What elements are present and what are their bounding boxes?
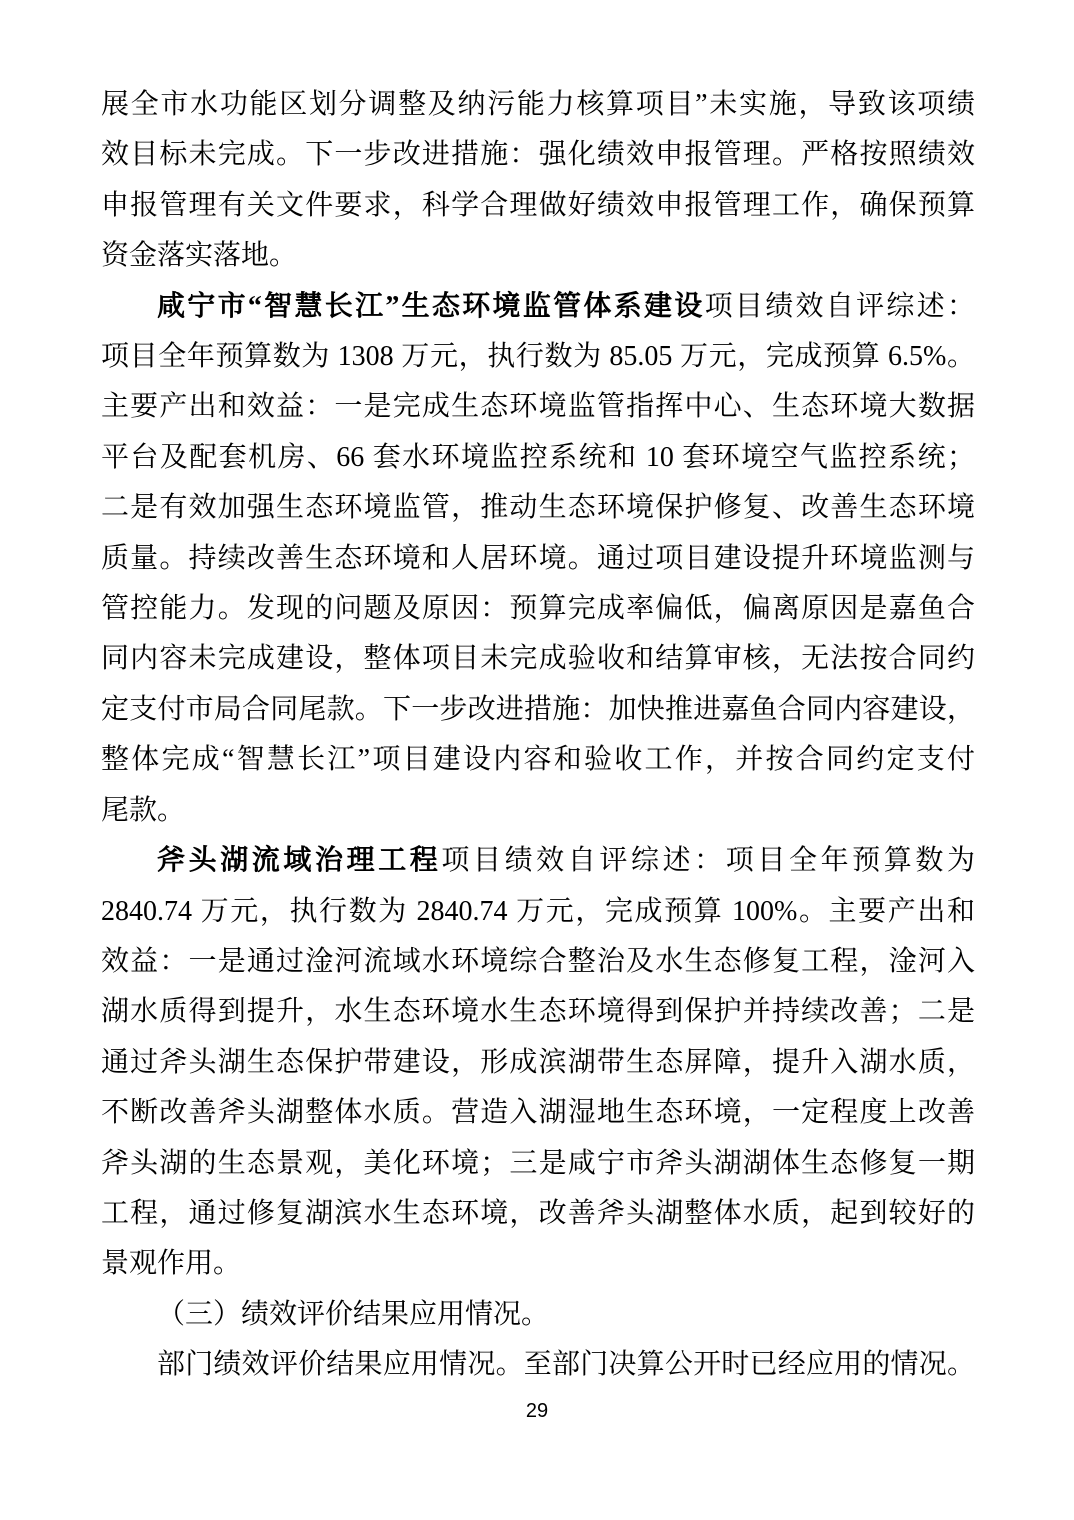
text-segment: （三）绩效评价结果应用情况。	[157, 1298, 550, 1330]
text-segment: 项目绩效自评综述：	[704, 290, 975, 322]
text-segment: 项目全年预算数为 1308 万元，执行数为 85.05 万元，完成预算 6.5%。	[101, 341, 975, 373]
text-segment: 效目标未完成。下一步改进措施：强化绩效申报管理。严格按照绩效	[101, 139, 975, 171]
text-segment: 同内容未完成建设，整体项目未完成验收和结算审核，无法按合同约	[101, 643, 975, 675]
text-segment: 申报管理有关文件要求，科学合理做好绩效申报管理工作，确保预算	[101, 189, 975, 221]
text-line	[101, 584, 975, 634]
text-line	[101, 887, 975, 937]
text-segment: 质量。持续改善生态环境和人居环境。通过项目建设提升环境监测与	[101, 542, 975, 574]
text-line	[101, 231, 975, 281]
project-title-bold: 咸宁市“智慧长江”生态环境监管体系建设	[157, 290, 705, 322]
text-line	[101, 634, 975, 684]
text-segment: 斧头湖的生态景观，美化环境；三是咸宁市斧头湖湖体生态修复一期	[101, 1147, 975, 1179]
text-segment: 景观作用。	[101, 1248, 242, 1280]
text-segment: 效益：一是通过淦河流域水环境综合整治及水生态修复工程，淦河入	[101, 945, 975, 977]
text-line	[101, 1340, 975, 1390]
document-text	[101, 80, 975, 1391]
text-line	[101, 1139, 975, 1189]
text-segment: 2840.74 万元，执行数为 2840.74 万元，完成预算 100%。主要产出和	[101, 895, 975, 927]
text-segment: 项目绩效自评综述：项目全年预算数为	[441, 845, 975, 877]
text-segment: 不断改善斧头湖整体水质。营造入湖湿地生态环境，一定程度上改善	[101, 1097, 975, 1129]
text-line	[101, 433, 975, 483]
text-segment: 湖水质得到提升，水生态环境水生态环境得到保护并持续改善；二是	[101, 996, 975, 1028]
text-line	[101, 1239, 975, 1289]
text-line	[101, 1189, 975, 1239]
text-segment: 主要产出和效益：一是完成生态环境监管指挥中心、生态环境大数据	[101, 391, 975, 423]
text-line	[101, 130, 975, 180]
text-line	[101, 987, 975, 1037]
text-line	[101, 1290, 975, 1340]
text-line	[101, 1088, 975, 1138]
text-line	[101, 332, 975, 382]
page-number: 29	[525, 1400, 549, 1422]
text-segment: 整体完成“智慧长江”项目建设内容和验收工作，并按合同约定支付	[101, 744, 975, 776]
text-line	[101, 483, 975, 533]
text-segment: 平台及配套机房、66 套水环境监控系统和 10 套环境空气监控系统；	[101, 441, 975, 473]
text-segment: 定支付市局合同尾款。下一步改进措施：加快推进嘉鱼合同内容建设，	[101, 693, 975, 725]
text-line	[101, 786, 975, 836]
text-line	[101, 937, 975, 987]
project-title-bold: 斧头湖流域治理工程	[157, 845, 442, 877]
text-segment: 二是有效加强生态环境监管，推动生态环境保护修复、改善生态环境	[101, 492, 975, 524]
text-line	[101, 685, 975, 735]
text-segment: 部门绩效评价结果应用情况。至部门决算公开时已经应用的情况。	[157, 1349, 975, 1381]
text-segment: 展全市水功能区划分调整及纳污能力核算项目”未实施，导致该项绩	[101, 89, 975, 120]
text-segment: 工程，通过修复湖滨水生态环境，改善斧头湖整体水质，起到较好的	[101, 1197, 975, 1229]
text-line	[101, 836, 975, 886]
text-segment: 尾款。	[101, 794, 186, 826]
text-segment: 通过斧头湖生态保护带建设，形成滨湖带生态屏障，提升入湖水质，	[101, 1046, 975, 1078]
text-line	[101, 1038, 975, 1088]
text-line	[101, 382, 975, 432]
text-line	[101, 181, 975, 231]
text-segment: 管控能力。发现的问题及原因：预算完成率偏低，偏离原因是嘉鱼合	[101, 593, 975, 625]
text-line	[101, 735, 975, 785]
text-line	[101, 282, 975, 332]
text-line	[101, 80, 975, 130]
text-line	[101, 534, 975, 584]
text-segment: 资金落实落地。	[101, 240, 298, 272]
